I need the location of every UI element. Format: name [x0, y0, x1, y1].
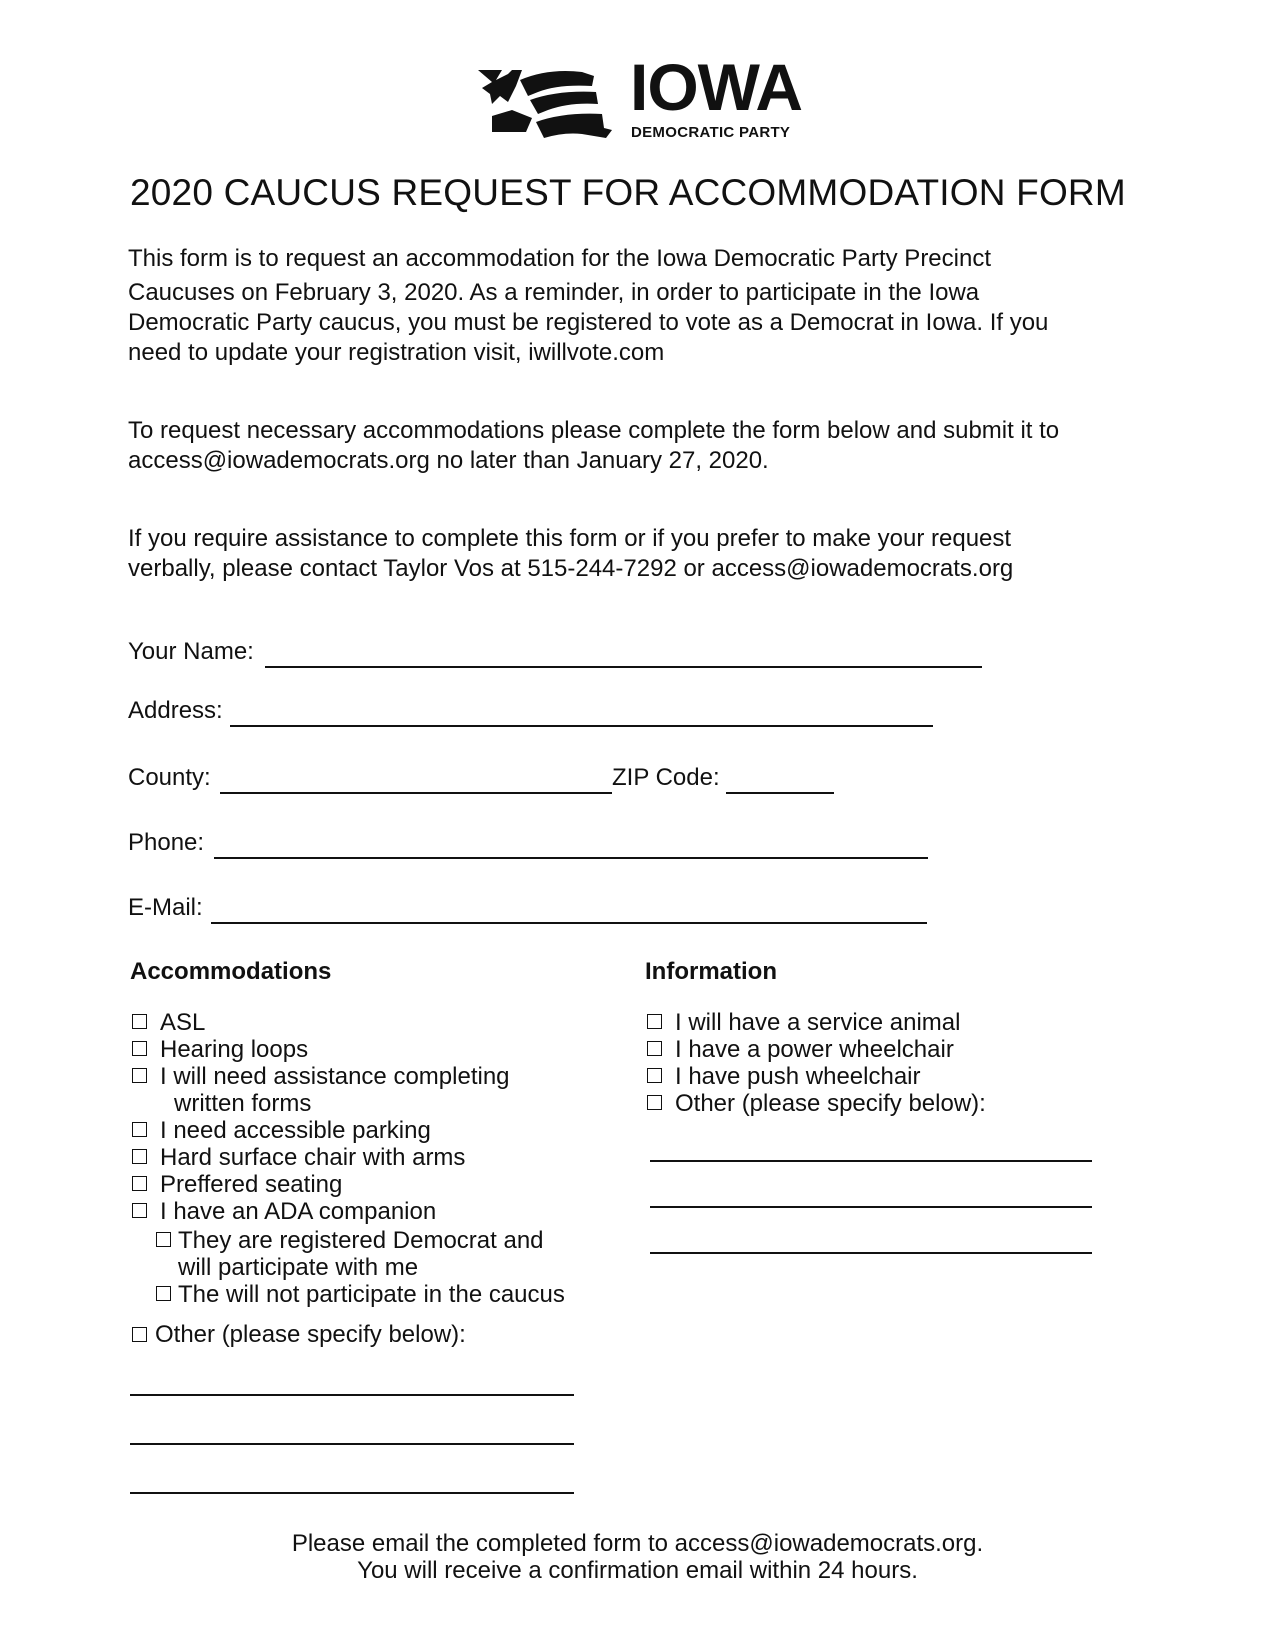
- phone-label: Phone:: [128, 829, 205, 856]
- assistance-line: If you require assistance to complete this form or if you prefer to make your request: [128, 525, 1012, 552]
- accommodation-other-line[interactable]: [130, 1443, 574, 1445]
- logo-subtitle: DEMOCRATIC PARTY: [631, 124, 791, 141]
- accommodation-hearing-loops[interactable]: [130, 1036, 610, 1063]
- info-other[interactable]: [645, 1090, 1105, 1117]
- address-label: Address:: [128, 697, 223, 724]
- zip-input-line[interactable]: [726, 792, 834, 794]
- email-input-line[interactable]: [211, 922, 927, 924]
- checkbox[interactable]: [647, 1014, 662, 1029]
- submit-instructions: [128, 416, 1128, 476]
- information-heading: Information: [645, 958, 777, 985]
- companion-will-participate[interactable]: [154, 1227, 610, 1281]
- checkbox[interactable]: [647, 1095, 662, 1110]
- checkbox-label: I need accessible parking: [160, 1117, 431, 1144]
- info-power-wheelchair[interactable]: [645, 1036, 1105, 1063]
- information-other-line[interactable]: [650, 1252, 1092, 1254]
- phone-input-line[interactable]: [214, 857, 928, 859]
- accommodation-preferred-seating[interactable]: [130, 1171, 610, 1198]
- checkbox-label: Hard surface chair with arms: [160, 1144, 466, 1171]
- intro-line: This form is to request an accommodation for the Iowa Democratic Party Precinct: [128, 245, 992, 272]
- email-label: E-Mail:: [128, 894, 203, 921]
- zip-label: ZIP Code:: [612, 764, 720, 791]
- checkbox[interactable]: [132, 1327, 147, 1342]
- county-input-line[interactable]: [220, 792, 612, 794]
- footer-note: [0, 1530, 1275, 1584]
- information-other-line[interactable]: [650, 1160, 1092, 1162]
- accommodation-asl[interactable]: [130, 1009, 610, 1036]
- info-push-wheelchair[interactable]: [645, 1063, 1105, 1090]
- address-field[interactable]: [128, 697, 968, 729]
- checkbox[interactable]: [132, 1014, 147, 1029]
- checkbox[interactable]: [156, 1232, 171, 1247]
- accommodation-ada-companion[interactable]: [130, 1198, 610, 1225]
- checkbox[interactable]: [132, 1041, 147, 1056]
- checkbox-label: ASL: [160, 1009, 206, 1036]
- accommodation-other[interactable]: [130, 1321, 466, 1349]
- accommodation-accessible-parking[interactable]: [130, 1117, 610, 1144]
- checkbox[interactable]: [132, 1176, 147, 1191]
- name-field[interactable]: [128, 638, 1008, 670]
- information-list: [645, 1009, 1105, 1117]
- info-service-animal[interactable]: [645, 1009, 1105, 1036]
- submit-line: To request necessary accommodations please complete the form below and submit it to: [128, 417, 1060, 444]
- accommodation-chair-with-arms[interactable]: [130, 1144, 610, 1171]
- accommodations-list: [130, 1009, 610, 1308]
- checkbox-label: Preffered seating: [160, 1171, 343, 1198]
- checkbox-label: I have an ADA companion: [160, 1198, 437, 1225]
- county-label: County:: [128, 764, 211, 791]
- intro-line: need to update your registration visit, iwillvote.com: [128, 339, 665, 366]
- checkbox[interactable]: [132, 1068, 147, 1083]
- information-other-line[interactable]: [650, 1206, 1092, 1208]
- name-input-line[interactable]: [265, 666, 982, 668]
- assistance-line: verbally, please contact Taylor Vos at 515-244-7292 or access@iowademocrats.org: [128, 555, 1014, 582]
- accommodation-other-line[interactable]: [130, 1394, 574, 1396]
- checkbox[interactable]: [132, 1149, 147, 1164]
- checkbox-label: They are registered Democrat and: [178, 1227, 544, 1254]
- intro-line: Democratic Party caucus, you must be registered to vote as a Democrat in Iowa. If you: [128, 309, 1049, 336]
- checkbox-label: I have push wheelchair: [675, 1063, 921, 1090]
- checkbox-label: I have a power wheelchair: [675, 1036, 954, 1063]
- address-input-line[interactable]: [230, 725, 933, 727]
- iowa-democratic-party-logo: [478, 50, 802, 146]
- intro-line: Caucuses on February 3, 2020. As a reminder, in order to participate in the Iowa: [128, 279, 980, 306]
- checkbox[interactable]: [647, 1041, 662, 1056]
- page-title: 2020 CAUCUS REQUEST FOR ACCOMMODATION FORM: [130, 172, 1126, 213]
- footer-line: Please email the completed form to access@iowademocrats.org.: [291, 1530, 984, 1557]
- phone-field[interactable]: [128, 829, 968, 861]
- logo-wordmark: IOWA: [630, 50, 802, 124]
- checkbox-label-continued: written forms: [174, 1090, 312, 1117]
- accommodation-other-line[interactable]: [130, 1492, 574, 1494]
- county-zip-field[interactable]: [128, 764, 848, 796]
- name-label: Your Name:: [128, 638, 254, 665]
- accommodation-written-forms[interactable]: [130, 1063, 610, 1117]
- checkbox[interactable]: [132, 1203, 147, 1218]
- checkbox-label: Hearing loops: [160, 1036, 309, 1063]
- iowa-state-star-logo-icon: [478, 66, 620, 142]
- companion-will-not-participate[interactable]: [154, 1281, 610, 1308]
- checkbox-label: Other (please specify below):: [155, 1321, 466, 1348]
- checkbox[interactable]: [156, 1286, 171, 1301]
- assistance-paragraph: [128, 524, 1128, 584]
- intro-paragraph: [128, 244, 1128, 368]
- checkbox-label: Other (please specify below):: [675, 1090, 986, 1117]
- checkbox-label: I will need assistance completing: [160, 1063, 510, 1090]
- checkbox-label: I will have a service animal: [675, 1009, 961, 1036]
- email-field[interactable]: [128, 894, 968, 926]
- footer-line: You will receive a confirmation email within 24 hours.: [357, 1557, 918, 1584]
- checkbox[interactable]: [132, 1122, 147, 1137]
- checkbox[interactable]: [647, 1068, 662, 1083]
- checkbox-label: The will not participate in the caucus: [178, 1281, 565, 1308]
- accommodations-heading: Accommodations: [130, 958, 332, 985]
- checkbox-label-continued: will participate with me: [178, 1254, 419, 1281]
- submit-line: access@iowademocrats.org no later than January 27, 2020.: [128, 447, 769, 474]
